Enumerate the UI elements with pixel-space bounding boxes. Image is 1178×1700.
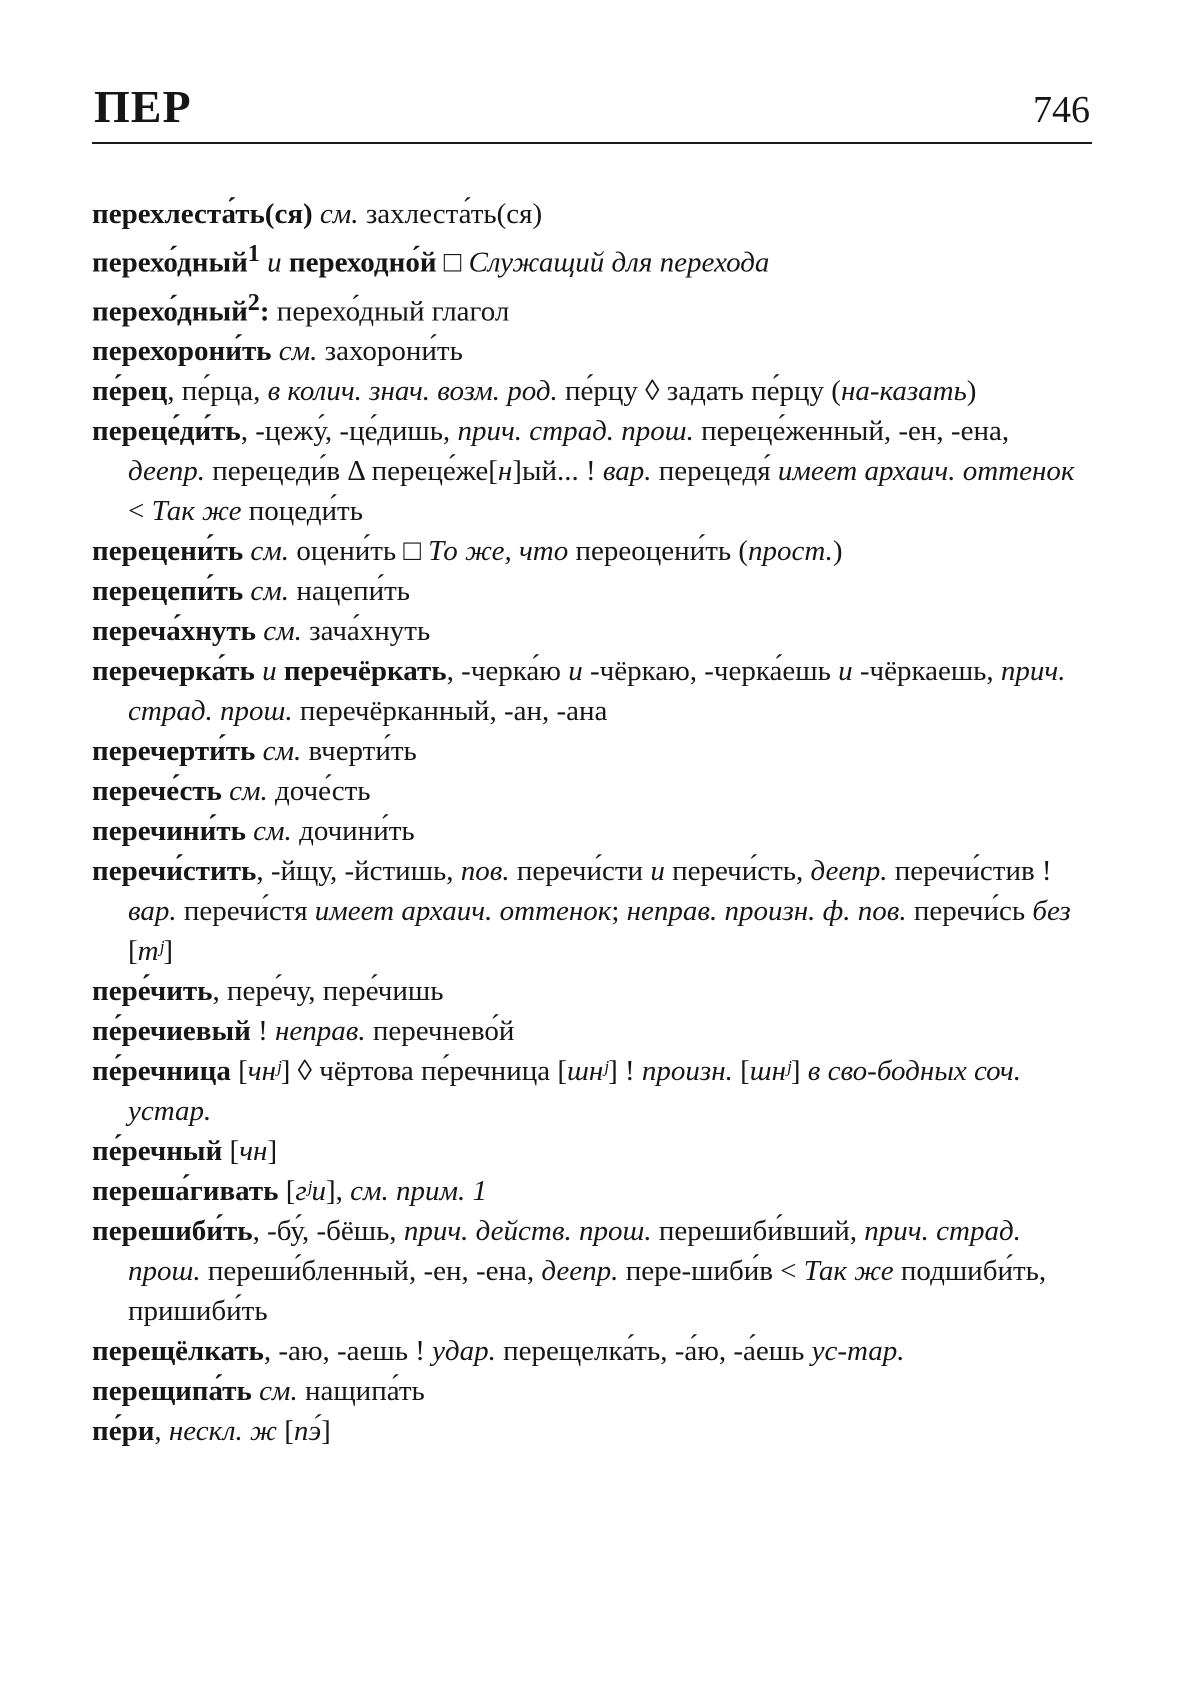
entry-text: нацепи́ть: [289, 575, 411, 608]
dictionary-entry: [92, 1371, 1092, 1411]
entry-text: , -черка́ю: [446, 655, 569, 688]
entry-label: см.: [250, 535, 290, 568]
dictionary-entry: [92, 1051, 1092, 1131]
entry-text: перецеди́в Δ переце́же[: [205, 455, 498, 488]
running-head: ПЕР: [94, 81, 192, 132]
entry-headword: перехо́дный: [92, 246, 248, 279]
page-number: 746: [1033, 89, 1090, 131]
entry-label: см.: [250, 575, 290, 608]
entry-headword: перехорони́ть: [92, 335, 272, 368]
entry-label: деепр.: [128, 455, 206, 488]
entry-text: переце́женный, -ен, -ена,: [693, 415, 1010, 448]
entry-headword: перецени́ть: [92, 535, 244, 568]
entry-text: , -цежу́, -це́дишь,: [240, 415, 458, 448]
entry-text: зача́хнуть: [301, 615, 431, 648]
dictionary-entry: [92, 731, 1092, 771]
entry-text: поцеди́ть: [241, 495, 363, 528]
dictionary-entry: [92, 811, 1092, 851]
entry-text: [272, 335, 279, 367]
entry-text: [: [222, 1135, 240, 1168]
entry-label: см.: [319, 198, 359, 230]
entry-text: [277, 655, 284, 687]
entry-label: Служащий для перехода: [468, 246, 770, 279]
entry-headword: переча́хнуть: [92, 615, 257, 648]
dictionary-entry: [92, 1211, 1092, 1331]
entry-label: имеет архаич. оттенок: [314, 895, 612, 928]
entry-text: переши́бленный, -ен, -ена,: [200, 1255, 542, 1288]
entry-text: [: [278, 1175, 296, 1208]
entry-headword: перещёлкать: [92, 1335, 264, 1368]
entry-text: дочини́ть: [291, 815, 415, 848]
dictionary-entry: [92, 851, 1092, 971]
entry-label: пов.: [460, 855, 510, 888]
entry-text: ]ый... !: [512, 455, 603, 488]
entry-headword: пере́чить: [92, 975, 213, 1008]
entry-variant-headword: перечёркать: [283, 655, 447, 688]
entry-text: оцени́ть □: [289, 535, 429, 568]
entry-text: вчерти́ть: [301, 735, 417, 768]
entry-text: , -аю, -аешь !: [263, 1335, 433, 1368]
entry-text: [313, 198, 320, 230]
entry-text: ): [832, 535, 843, 568]
entry-label: на-казать: [840, 375, 967, 408]
entry-headword: перешиби́ть: [92, 1215, 253, 1248]
dictionary-entry: [92, 411, 1092, 531]
entry-label: вар.: [602, 455, 652, 488]
entry-label: и: [262, 655, 277, 688]
entry-label: неправ.: [274, 1015, 366, 1048]
entry-text: пере-шиби́в <: [618, 1255, 804, 1288]
entry-text: , -бу́, -бёшь,: [252, 1215, 404, 1248]
entry-text: , -йщу, -йстишь,: [256, 855, 461, 888]
entry-text: ] !: [608, 1055, 642, 1088]
entry-text: -чёркаешь,: [852, 655, 1001, 688]
entry-headword: переце́ди́ть: [92, 415, 241, 448]
dictionary-entry: [92, 234, 1092, 283]
entry-text: перечнево́й: [365, 1015, 515, 1048]
entry-label: и: [267, 246, 282, 279]
entry-variant-headword: :: [259, 295, 270, 328]
entry-headword: пе́речный: [92, 1135, 223, 1168]
entry-text: перецедя́: [651, 455, 778, 488]
entry-text: [: [732, 1055, 750, 1088]
entry-label: Так же: [803, 1255, 894, 1288]
dictionary-entry: [92, 971, 1092, 1011]
entry-text: перечёрканный, -ан, -ана: [292, 695, 608, 728]
entry-label: тʲ: [137, 935, 164, 968]
entry-text: ],: [325, 1175, 351, 1208]
entry-label: см.: [262, 735, 302, 768]
dictionary-entry: [92, 371, 1092, 411]
entry-text: [252, 1375, 259, 1407]
entry-text: перещелка́ть, -а́ю, -а́ешь: [495, 1335, 812, 1368]
dictionary-page: [92, 70, 1092, 1451]
entry-label: и: [650, 855, 665, 888]
entry-label: см.: [229, 775, 268, 808]
entry-label: и: [568, 655, 583, 688]
entry-text: перешиби́вший,: [651, 1215, 865, 1248]
entry-text: нащипа́ть: [297, 1375, 425, 1408]
entry-headword: перехлеста́ть(ся): [92, 198, 313, 230]
dictionary-entry: [92, 531, 1092, 571]
entry-headword: перехо́дный: [92, 295, 248, 328]
entry-label: неправ. произн. ф. пов.: [626, 895, 907, 928]
entry-label: прич. страд. прош.: [128, 655, 1066, 728]
entry-label: деепр.: [541, 1255, 619, 1288]
entry-text: [: [276, 1415, 294, 1448]
entry-text: перечи́стив !: [887, 855, 1052, 888]
entry-text: [255, 735, 262, 767]
entry-text: [: [128, 935, 138, 968]
homonym-index: 1: [247, 240, 260, 267]
entry-text: [: [230, 1055, 248, 1088]
entry-text: ]: [790, 1055, 808, 1088]
dictionary-entry: [92, 571, 1092, 611]
entry-headword: пе́ри: [92, 1415, 155, 1448]
entry-headword: пе́речница: [92, 1055, 231, 1088]
entry-headword: перечини́ть: [92, 815, 246, 848]
entry-label: шнʲ: [749, 1055, 791, 1088]
dictionary-entry: [92, 1331, 1092, 1371]
entry-headword: переша́гивать: [92, 1175, 279, 1208]
entry-label: шнʲ: [567, 1055, 609, 1088]
entry-text: перехо́дный глагол: [269, 295, 510, 328]
entry-text: ]: [267, 1135, 278, 1168]
entry-headword: перече́сть: [92, 775, 222, 808]
entry-text: !: [250, 1015, 275, 1048]
entry-headword: перечи́стить: [92, 855, 257, 888]
entry-label: деепр.: [810, 855, 888, 888]
entry-text: перечи́сь: [906, 895, 1033, 928]
entry-label: прич. страд. прош.: [457, 415, 694, 448]
entry-text: ]: [321, 1415, 331, 1448]
entry-label: Так же: [151, 495, 242, 528]
entry-headword: перечерка́ть: [92, 655, 255, 688]
dictionary-entry: [92, 771, 1092, 811]
entry-headword: пе́рец: [92, 375, 168, 408]
entry-label: ус-тар.: [811, 1335, 905, 1368]
entry-label: н: [497, 455, 513, 488]
entry-label: см.: [259, 1375, 298, 1408]
entry-label: произн.: [641, 1055, 733, 1088]
entry-text: ): [966, 375, 977, 408]
entry-text: доче́сть: [267, 775, 371, 808]
dictionary-entry: [92, 651, 1092, 731]
entry-text: -чёркаю, -черка́ешь: [582, 655, 839, 688]
dictionary-entry: [92, 1011, 1092, 1051]
dictionary-entry: [92, 1131, 1092, 1171]
entry-headword: перещипа́ть: [92, 1375, 252, 1408]
entry-text: ;: [611, 895, 627, 928]
entry-label: и: [838, 655, 853, 688]
entry-label: в колич. знач. возм. род.: [267, 375, 558, 408]
dictionary-entry: [92, 1171, 1092, 1211]
dictionary-entry: [92, 611, 1092, 651]
entry-text: перечи́сти: [509, 855, 651, 888]
dictionary-entry: [92, 1411, 1092, 1451]
entry-text: переоцени́ть (: [568, 535, 748, 568]
dictionary-entry: [92, 283, 1092, 332]
entry-text: <: [128, 495, 152, 528]
entry-list: [92, 194, 1092, 1451]
entry-text: пе́рцу ◊ задать пе́рцу (: [557, 375, 841, 408]
entry-label: вар.: [128, 895, 177, 928]
entry-label: прич. страд. прош.: [128, 1215, 1021, 1288]
page-header: [92, 70, 1092, 144]
entry-headword: пе́речиевый: [92, 1015, 251, 1048]
entry-label: прост.: [748, 535, 833, 568]
entry-label: см.: [278, 335, 318, 368]
entry-text: [255, 655, 262, 687]
entry-text: захлеста́ть(ся): [358, 198, 543, 230]
entry-label: чнʲ: [247, 1055, 281, 1088]
entry-label: гʲи: [295, 1175, 326, 1208]
entry-label: То же, что: [428, 535, 569, 568]
entry-label: удар.: [432, 1335, 496, 1368]
entry-text: ]: [163, 935, 174, 968]
entry-text: ] ◊ чёртова пе́речница [: [280, 1055, 568, 1088]
entry-label: прич. действ. прош.: [403, 1215, 652, 1248]
entry-text: ,: [154, 1415, 169, 1448]
entry-label: без: [1032, 895, 1071, 928]
homonym-index: 2: [247, 288, 260, 316]
entry-label: см. прим. 1: [350, 1175, 488, 1208]
dictionary-entry: [92, 331, 1092, 371]
entry-variant-headword: переходно́й: [288, 246, 437, 279]
entry-text: □: [436, 246, 469, 279]
entry-headword: перецепи́ть: [92, 575, 244, 608]
entry-text: перечи́сть,: [664, 855, 811, 888]
entry-text: захорони́ть: [317, 335, 463, 368]
entry-text: [282, 247, 289, 279]
entry-headword: перечерти́ть: [92, 735, 256, 768]
entry-label: см.: [263, 615, 302, 648]
dictionary-entry: [92, 194, 1092, 234]
entry-text: подшиби́ть, пришиби́ть: [128, 1255, 1047, 1328]
entry-label: чн: [239, 1135, 268, 1168]
entry-label: нескл. ж: [168, 1415, 277, 1448]
entry-text: , пере́чу, пере́чишь: [212, 975, 444, 1008]
entry-label: пэ́: [293, 1415, 322, 1448]
entry-label: см.: [253, 815, 292, 848]
entry-label: имеет архаич. оттенок: [777, 455, 1075, 488]
entry-text: , пе́рца,: [167, 375, 268, 408]
entry-label: в сво-бодных соч. устар.: [128, 1055, 1021, 1128]
entry-text: перечи́стя: [176, 895, 315, 928]
